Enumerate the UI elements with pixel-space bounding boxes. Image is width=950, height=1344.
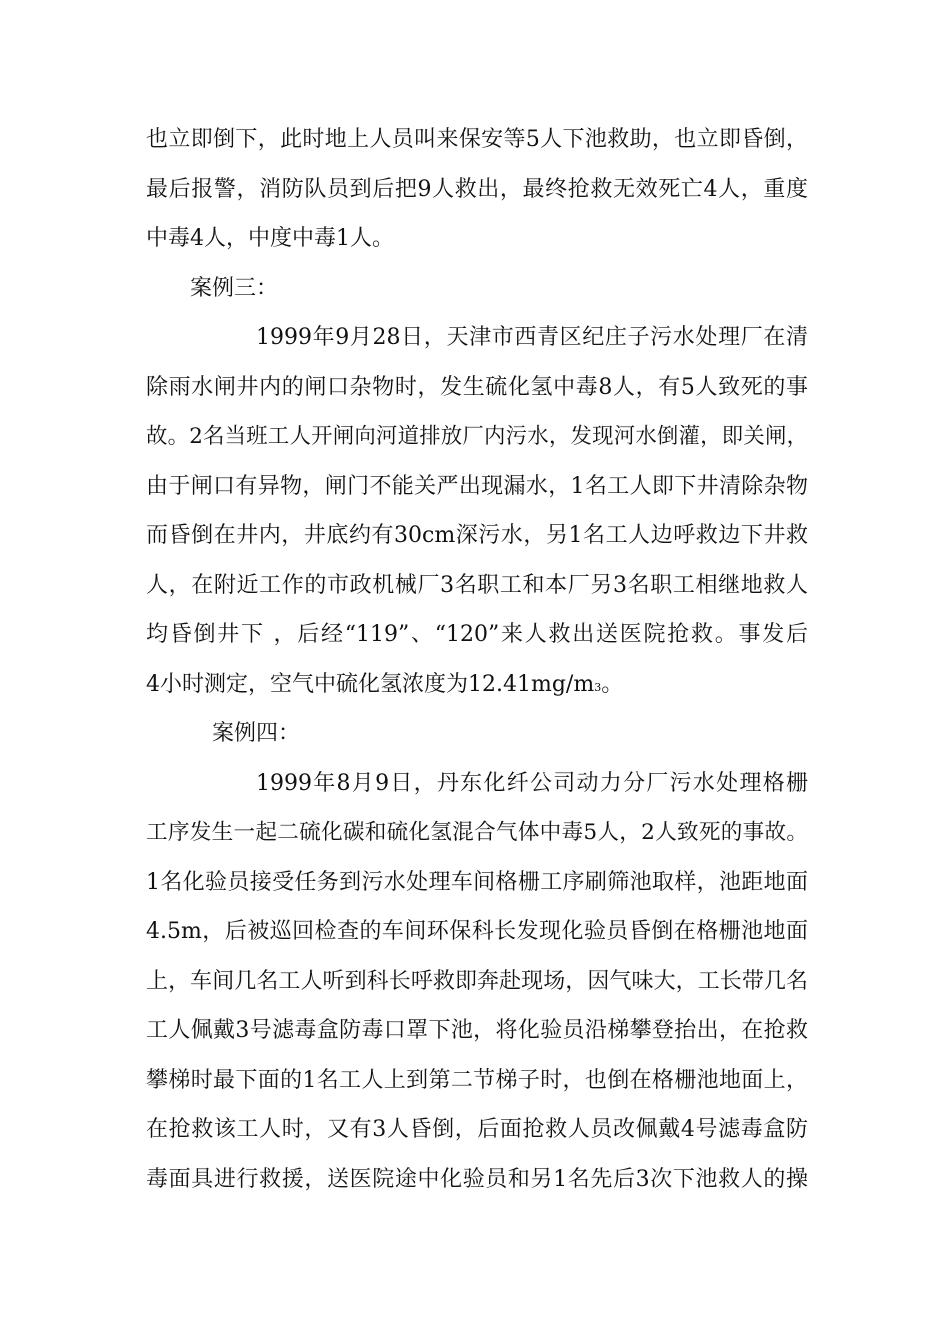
text-line: 而昏倒在井内，井底约有30cm深污水，另1名工人边呼救边下井救: [146, 523, 808, 548]
text-line: 由于闸口有异物，闸门不能关严出现漏水，1名工人即下井清除杂物: [146, 473, 808, 499]
text-line: 除雨水闸井内的闸口杂物时，发生硫化氢中毒8人，有5人致死的事: [146, 374, 808, 400]
text-line: 人，在附近工作的市政机械厂3名职工和本厂另3名职工相继地救人: [146, 572, 808, 598]
text-line: 故。2名当班工人开闸向河道排放厂内污水，发现河水倒灌，即关闸，: [146, 424, 808, 449]
text-line: 工序发生一起二硫化碳和硫化氢混合气体中毒5人，2人致死的事故。: [146, 820, 808, 845]
text-line-with-unit: [146, 660, 808, 710]
text-line: 毒面具进行救援，送医院途中化验员和另1名先后3次下池救人的操: [146, 1166, 808, 1192]
text-line: 工人佩戴3号滤毒盒防毒口罩下池，将化验员沿梯攀登抬出，在抢救: [146, 1018, 808, 1043]
text-line: 最后报警，消防队员到后把9人救出，最终抢救无效死亡4人，重度: [146, 176, 808, 202]
case-4-heading: 案例四：: [212, 721, 301, 746]
text-line: 1999年8月9日，丹东化纤公司动力分厂污水处理格栅: [256, 770, 808, 796]
text-line: 1999年9月28日，天津市西青区纪庄子污水处理厂在清: [256, 325, 808, 350]
text-line: 攀梯时最下面的1名工人上到第二节梯子时，也倒在格栅池地面上，: [146, 1067, 808, 1093]
unit-superscript: 3: [594, 680, 602, 694]
text-line: 均昏倒井下 ，后经“119”、“120”来人救出送医院抢救。事发后: [146, 622, 808, 647]
text-fragment: 。: [601, 671, 624, 697]
text-line: 4.5m，后被巡回检查的车间环保科长发现化验员昏倒在格栅池地面: [146, 919, 808, 944]
text-line: 在抢救该工人时，又有3人昏倒，后面抢救人员改佩戴4号滤毒盒防: [146, 1117, 808, 1142]
text-line: 也立即倒下，此时地上人员叫来保安等5人下池救助，也立即昏倒，: [146, 127, 808, 152]
text-fragment: 4小时测定，空气中硫化氢浓度为12.41mg/m: [146, 671, 595, 697]
text-line: 中毒4人，中度中毒1人。: [146, 226, 394, 251]
case-3-heading: 案例三：: [190, 275, 279, 301]
document-body: [146, 115, 808, 1204]
text-line: 1名化验员接受任务到污水处理车间格栅工序刷筛池取样，池距地面: [146, 869, 808, 895]
text-line: 上，车间几名工人听到科长呼救即奔赴现场，因气味大，工长带几名: [146, 968, 808, 994]
